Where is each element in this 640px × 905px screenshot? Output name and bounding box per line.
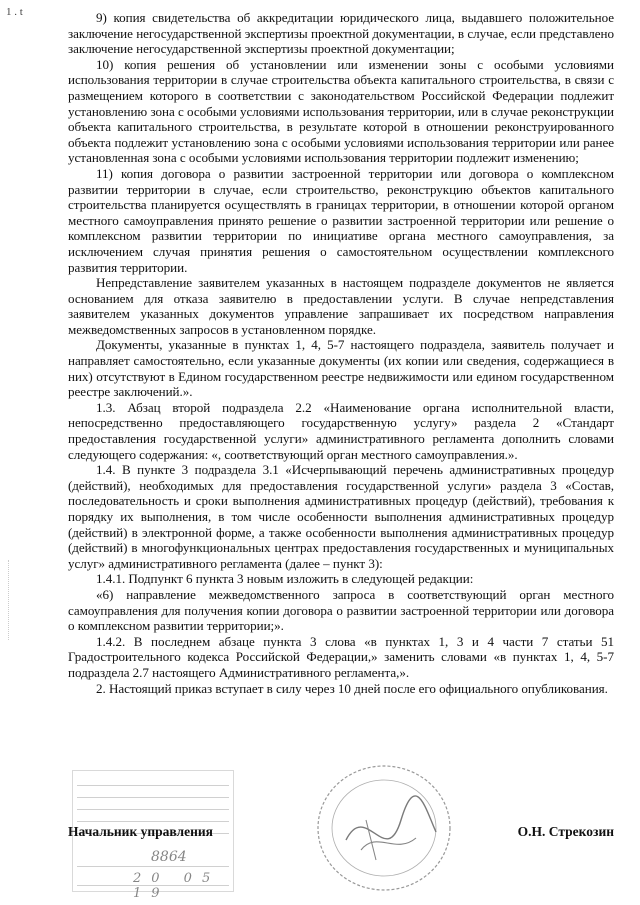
signer-title: Начальник управления [68,824,213,839]
paragraph-1-4: 1.4. В пункте 3 подраздела 3.1 «Исчерпывающий перечень административных процедур (действий), необходимых для предоставления государственной услуги» раздела 3 «Состав, последовательность и сроки выполнения административных процедур (действий), требования к порядку их выполнения, в том числе особенности выполнения административных процедур (действий) в электронной форме, а также особенности выполнения административных процедур (действий) в многофункциональных центрах предоставления государственных и муниципальных услуг» административного регламента (далее – пункт 3): [68,462,614,571]
signer-name: О.Н. Стрекозин [517,824,614,839]
paragraph-documents: Документы, указанные в пунктах 1, 4, 5-7 настоящего подраздела, заявитель получает и направляет самостоятельно, если указанные документы (их копии или сведения, содержащиеся в них) отсутствуют в Едином государственном реестре недвижимости или едином государственном реестре заключений.». [68,337,614,400]
document-body [68,10,614,696]
paragraph-item-11: 11) копия договора о развитии застроенной территории или договора о комплексном развитии территории в случае, если строительство, реконструкцию объектов капитального строительства планируется осуществлять в границах территории, в отношении которой органом местного самоуправления принято решение о развитии застроенной территории или решение о комплексном развитии территории по инициативе органа местного самоуправления, за исключением случая принятия решения о самостоятельном осуществлении комплексного развития территории. [68,165,614,275]
paragraph-item-10: 10) копия решения об установлении или изменении зоны с особыми условиями использования территории в случае строительства объекта капитального строительства, в связи с размещением которого в соответствии с законодательством Российской Федерации подлежит установлению зона с особыми условиями использования территории, или в случае реконструкции объекта капитального строительства, в результате которой в отношении реконструированного объекта подлежит установлению зона с особыми условиями использования территории или ранее установленная зона с особыми условиями использования территории подлежит изменению; [68,56,614,166]
corner-mark: 1 . t [6,6,23,18]
paragraph-1-3: 1.3. Абзац второй подраздела 2.2 «Наименование органа исполнительной власти, непосредственно предоставляющего государственную услугу» раздела 2 «Стандарт предоставления государственной услуги» административного регламента дополнить словами следующего содержания: «, соответствующий орган местного самоуправления.». [68,399,614,462]
paragraph-item-9: 9) копия свидетельства об аккредитации юридического лица, выдавшего положительное заключение негосударственной экспертизы проектной документации, в случае, если представлено заключение негосударственной экспертизы проектной документации; [68,10,614,57]
paragraph-nonsubmission: Непредставление заявителем указанных в настоящем подразделе документов не является основанием для отказа заявителю в предоставлении услуги. В случае непредставления заявителем указанных документов управление запрашивает их посредством направления межведомственных запросов в установленном порядке. [68,275,614,337]
paragraph-effective: 2. Настоящий приказ вступает в силу через 10 дней после его официального опубликования. [96,680,608,696]
signature-block [68,820,614,844]
registration-number: 8864 [151,849,187,865]
paragraph-1-4-1: 1.4.1. Подпункт 6 пункта 3 новым изложить в следующей редакции: [96,571,474,587]
paragraph-subitem-6: «6) направление межведомственного запроса в соответствующий орган местного самоуправления для получения копии договора о развитии застроенной территории или договора о комплексном развитии территории;». [68,586,614,634]
paragraph-1-4-2: 1.4.2. В последнем абзаце пункта 3 слова «в пунктах 1, 3 и 4 части 7 статьи 51 Градостроительного кодекса Российской Федерации,» заменить словами «в пунктах 1, 4, 5-7 подраздела 2.7 настоящего Административного регламента,». [68,633,614,680]
registration-date: 20 05 19 [133,871,221,901]
margin-binding-marks [8,560,15,640]
